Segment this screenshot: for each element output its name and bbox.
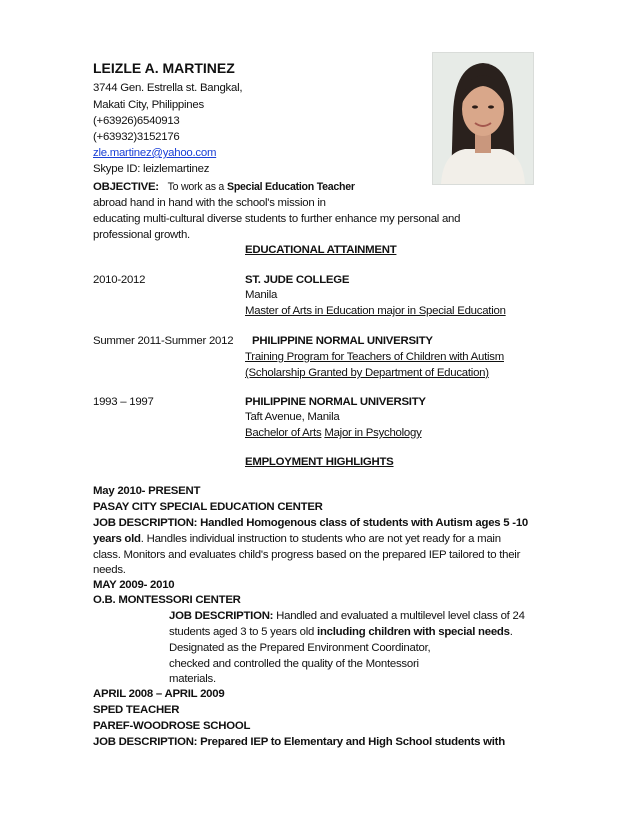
phone-2: (+63932)3152176 <box>93 131 180 143</box>
objective-label: OBJECTIVE: <box>93 181 159 193</box>
education-2-school: PHILIPPINE NORMAL UNIVERSITY <box>252 335 433 347</box>
education-2-line-2: (Scholarship Granted by Department of Education) <box>245 367 489 379</box>
education-heading: EDUCATIONAL ATTAINMENT <box>245 244 397 256</box>
job-2-date: MAY 2009- 2010 <box>93 579 175 591</box>
job-3-title: SPED TEACHER <box>93 704 180 716</box>
education-3-years: 1993 – 1997 <box>93 396 154 408</box>
objective-line-2: abroad hand in hand with the school's mission in <box>93 197 326 209</box>
skype-id: Skype ID: leizlemartinez <box>93 163 210 175</box>
education-1-school: ST. JUDE COLLEGE <box>245 274 350 286</box>
job-1-date: May 2010- PRESENT <box>93 485 201 497</box>
job-1-desc-line-1: JOB DESCRIPTION: Handled Homogenous class of students with Autism ages 5 -10 <box>93 517 529 529</box>
objective-line-3: educating multi-cultural diverse students to further enhance my personal and <box>93 213 461 225</box>
job-1-desc-rest: . Handles individual instruction to students who are not yet ready for a main <box>140 533 501 545</box>
job-2-desc-line-1 <box>169 609 525 624</box>
job-3-desc-line-1: JOB DESCRIPTION: Prepared IEP to Elementary and High School students with <box>93 736 505 748</box>
education-3-degree: Bachelor of Arts <box>245 427 322 439</box>
job-2-desc-2a: students aged 3 to 5 years old <box>169 626 315 638</box>
applicant-name: LEIZLE A. MARTINEZ <box>93 60 235 76</box>
education-3-school: PHILIPPINE NORMAL UNIVERSITY <box>245 396 426 408</box>
employment-heading: EMPLOYMENT HIGHLIGHTS <box>245 456 394 468</box>
objective-role: Special Education Teacher <box>227 181 355 193</box>
job-1-desc-bold: years old <box>93 533 141 545</box>
address-line-2: Makati City, Philippines <box>93 99 204 111</box>
job-2-desc-text: Handled and evaluated a multilevel level class of 24 <box>276 610 525 622</box>
education-3-line-2 <box>245 426 422 441</box>
job-1-desc-line-2 <box>93 532 501 547</box>
job-2-desc-2b: including children with special needs <box>317 626 510 638</box>
job-2-desc-label: JOB DESCRIPTION: <box>169 610 274 622</box>
objective-text-a: To work as a <box>167 181 225 193</box>
portrait-illustration <box>433 53 533 184</box>
job-2-desc-line-2 <box>169 625 513 640</box>
objective-line-4: professional growth. <box>93 229 190 241</box>
job-2-employer: O.B. MONTESSORI CENTER <box>93 594 241 606</box>
education-1-line-1: Manila <box>245 289 278 301</box>
education-2-years: Summer 2011-Summer 2012 <box>93 335 234 347</box>
job-3-date: APRIL 2008 – APRIL 2009 <box>93 688 225 700</box>
job-2-desc-line-4: checked and controlled the quality of the Montessori <box>169 658 419 670</box>
job-2-desc-line-3: Designated as the Prepared Environment Coordinator, <box>169 642 431 654</box>
address-line-1: 3744 Gen. Estrella st. Bangkal, <box>93 82 243 94</box>
job-2-desc-line-5: materials. <box>169 673 216 685</box>
job-1-employer: PASAY CITY SPECIAL EDUCATION CENTER <box>93 501 323 513</box>
email-link[interactable]: zle.martinez@yahoo.com <box>93 147 217 159</box>
job-1-desc-line-4: needs. <box>93 564 126 576</box>
education-1-years: 2010-2012 <box>93 274 146 286</box>
education-1-line-2: Master of Arts in Education major in Special Education <box>245 305 506 317</box>
job-2-desc-2c: . <box>509 626 513 638</box>
job-3-employer: PAREF-WOODROSE SCHOOL <box>93 720 251 732</box>
education-3-major: Major in Psychology <box>324 427 422 439</box>
education-3-line-1: Taft Avenue, Manila <box>245 411 340 423</box>
phone-1: (+63926)6540913 <box>93 115 180 127</box>
job-1-desc-line-3: class. Monitors and evaluates child's progress based on the prepared IEP tailored to their <box>93 549 521 561</box>
objective-line-1 <box>93 180 355 195</box>
education-2-line-1: Training Program for Teachers of Children with Autism <box>245 351 504 363</box>
applicant-photo <box>432 52 534 185</box>
